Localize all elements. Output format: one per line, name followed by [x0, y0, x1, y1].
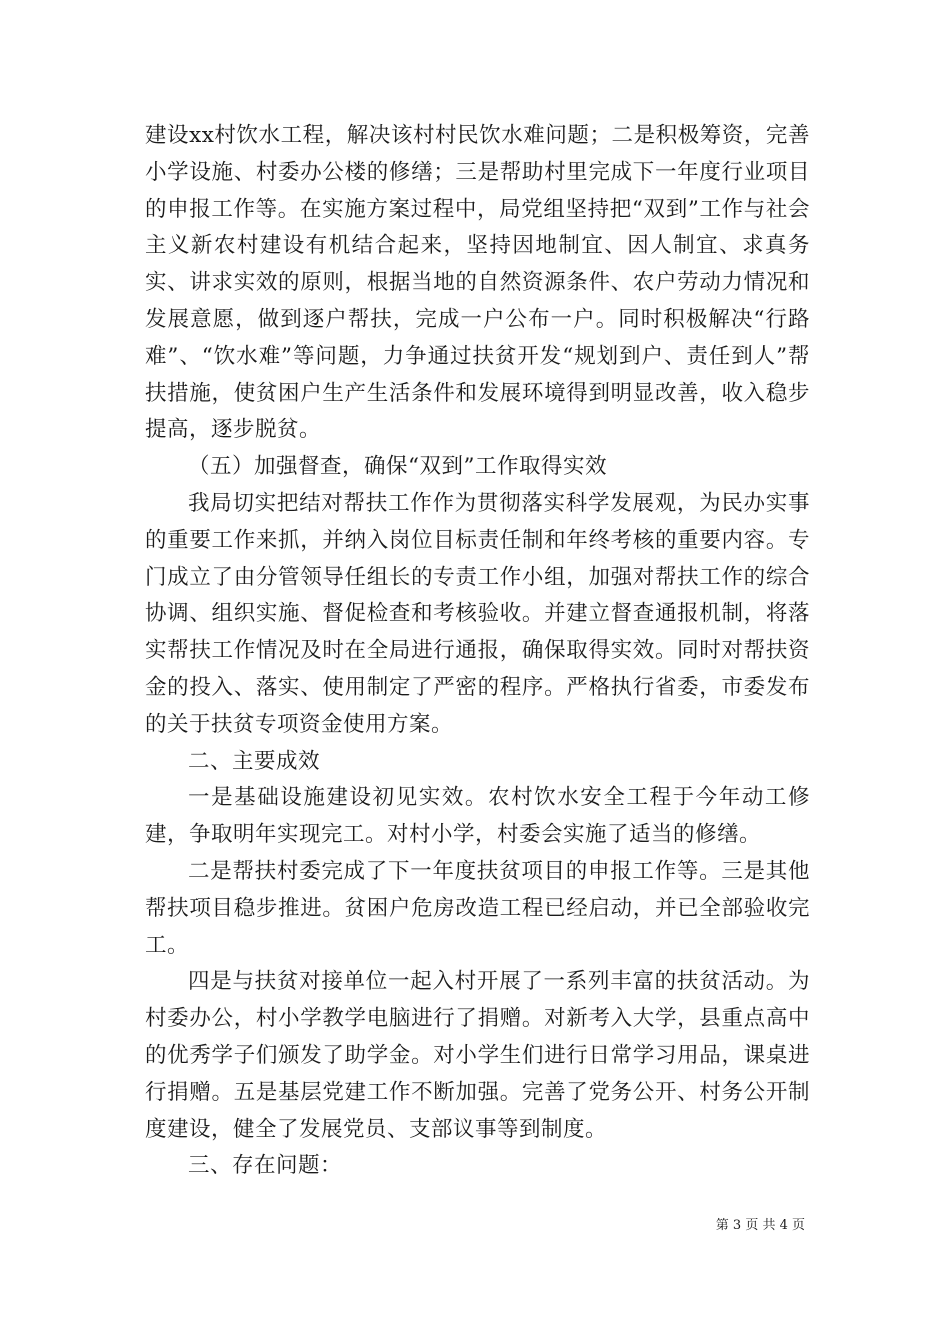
section-heading-5: （五）加强督查，确保“双到”工作取得实效	[188, 454, 607, 480]
body-paragraph-6: 二是帮扶村委完成了下一年度扶贫项目的申报工作等。三是其他帮扶项目稳步推进。贫困户危房改造工程已经启动，并已全部验收完工。	[145, 858, 810, 958]
body-paragraph-1: 建设xx村饮水工程，解决该村村民饮水难问题；二是积极筹资，完善小学设施、村委办公楼的修缮；三是帮助村里完成下一年度行业项目的申报工作等。在实施方案过程中，局党组坚持把“双到”工作与社会主义新农村建设有机结合起来，坚持因地制宜、因人制宜、求真务实、讲求实效的原则，根据当地的自然资源条件、农户劳动力情况和发展意愿，做到逐户帮扶，完成一户公布一户。同时积极解决“行路难”、“饮水难”等问题，力争通过扶贫开发“规划到户、责任到人”帮扶措施，使贫困户生产生活条件和发展环境得到明显改善，收入稳步提高，逐步脱贫。	[145, 123, 810, 443]
section-heading-problems: 三、存在问题：	[188, 1153, 343, 1179]
body-paragraph-5: 一是基础设施建设初见实效。农村饮水安全工程于今年动工修建，争取明年实现完工。对村小学，村委会实施了适当的修缮。	[145, 785, 810, 848]
page-number-label: 第 3 页 共 4 页	[715, 1218, 805, 1233]
document-body	[145, 118, 810, 1185]
page-footer	[0, 1217, 950, 1235]
section-heading-main-results: 二、主要成效	[188, 748, 321, 774]
body-paragraph-3: 我局切实把结对帮扶工作作为贯彻落实科学发展观，为民办实事的重要工作来抓，并纳入岗位目标责任制和年终考核的重要内容。专门成立了由分管领导任组长的专责工作小组，加强对帮扶工作的综合协调、组织实施、督促检查和考核验收。并建立督查通报机制，将落实帮扶工作情况及时在全局进行通报，确保取得实效。同时对帮扶资金的投入、落实、使用制定了严密的程序。严格执行省委，市委发布的关于扶贫专项资金使用方案。	[145, 490, 810, 737]
body-paragraph-7: 四是与扶贫对接单位一起入村开展了一系列丰富的扶贫活动。为村委办公，村小学教学电脑进行了捐赠。对新考入大学，县重点高中的优秀学子们颁发了助学金。对小学生们进行日常学习用品，课桌进行捐赠。五是基层党建工作不断加强。完善了党务公开、村务公开制度建设，健全了发展党员、支部议事等到制度。	[145, 969, 810, 1142]
